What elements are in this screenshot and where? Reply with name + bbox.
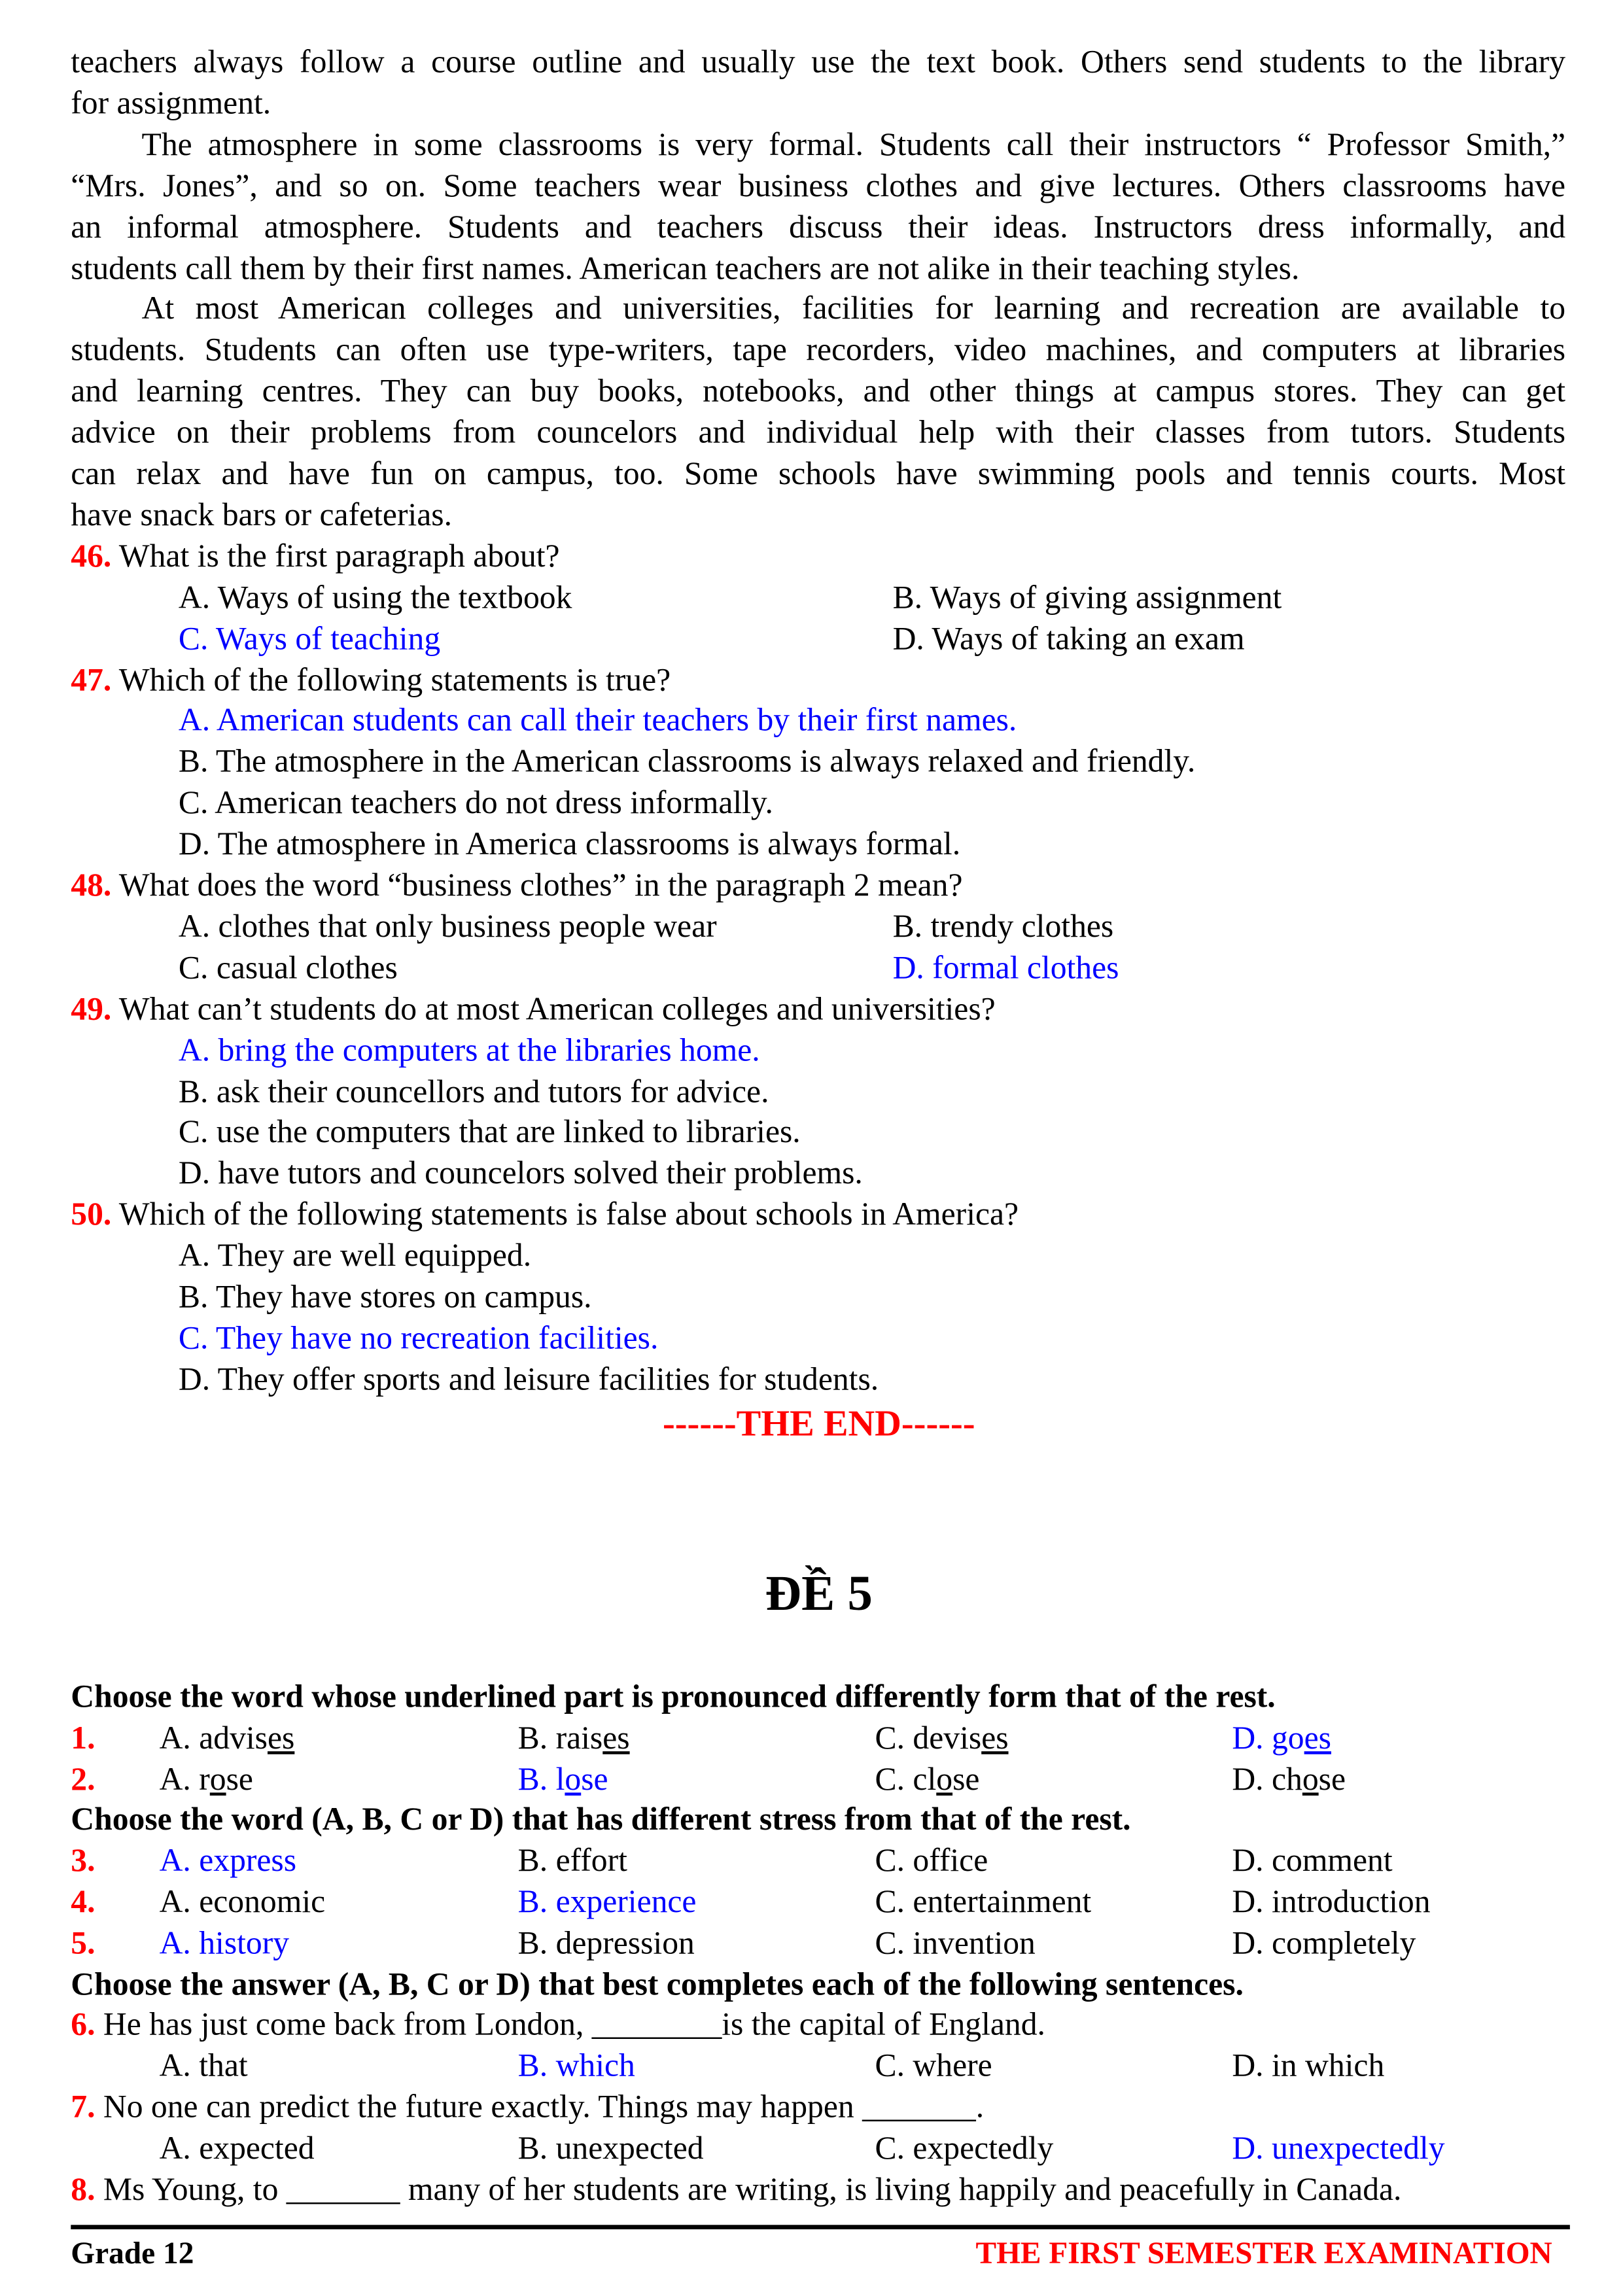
options-row [71,1840,1620,1881]
answer-option[interactable]: C. expectedly [875,2129,1054,2166]
answer-option[interactable]: B. They have stores on campus. [178,1278,592,1315]
question-stem [71,2168,1620,2210]
answer-option[interactable]: A. economic [159,1883,326,1920]
answer-option[interactable]: D. unexpectedly [1232,2129,1445,2166]
question-stem [71,2086,1620,2127]
question-number: 47. [71,660,112,697]
options-row [0,576,1623,617]
options-row [71,2045,1620,2087]
underlined-part: o [565,1759,582,1797]
question-49 [71,988,995,1029]
answer-option[interactable]: C. where [875,2046,992,2084]
answer-option[interactable]: B. raises [517,1718,630,1756]
answer-option[interactable]: C. American teachers do not dress informally. [178,784,773,821]
answer-option[interactable]: A. that [159,2046,248,2084]
options-row [0,947,1623,988]
question-number: 5. [71,1923,96,1961]
options-row [0,617,1623,659]
underlined-part: o [1302,1759,1319,1797]
answer-option[interactable]: B. lose [517,1759,608,1797]
question-number: 2. [71,1759,96,1797]
answer-option[interactable]: A. They are well equipped. [178,1236,532,1274]
answer-option[interactable]: A. American students can call their teachers by their first names. [178,701,1017,739]
answer-option[interactable]: A. rose [159,1759,253,1797]
answer-option[interactable]: A. expected [159,2129,315,2166]
answer-option[interactable]: C. casual clothes [178,948,398,986]
options-row [71,1717,1620,1758]
question-number: 50. [71,1195,112,1232]
answer-option[interactable]: C. use the computers that are linked to libraries. [178,1113,801,1150]
footer-divider [71,2225,1570,2229]
answer-option[interactable]: B. unexpected [517,2129,704,2166]
underlined-part: es [981,1718,1009,1756]
question-number: 3. [71,1841,96,1879]
question-46 [71,535,559,576]
question-stem: Which of the following statements is false about schools in America? [111,1195,1019,1232]
passage-line: for assignment. [71,84,271,121]
question-stem: What does the word “business clothes” in the paragraph 2 mean? [111,865,963,903]
answer-option[interactable]: A. Ways of using the textbook [178,578,572,615]
the-end-marker [0,1404,1623,1446]
question-text: Ms Young, to _______ many of her students are writing, is living happily and peacefully in Canada. [95,2169,1402,2207]
underlined-part: es [1304,1718,1331,1756]
question-number: 8. [71,2169,96,2207]
passage-line: have snack bars or cafeterias. [71,495,453,532]
answer-option[interactable]: D. in which [1232,2046,1385,2084]
answer-option[interactable]: C. close [875,1759,980,1797]
answer-option[interactable]: A. advises [159,1718,295,1756]
answer-option[interactable]: A. clothes that only business people wear [178,907,717,945]
answer-option[interactable]: B. The atmosphere in the American classrooms is always relaxed and friendly. [178,742,1196,780]
passage-line: can relax and have fun on campus, too. Some schools have swimming pools and tennis courts. Most [71,454,1566,492]
passage-line: advice on their problems from councelors and individual help with their classes from tutors. Students [71,413,1566,451]
answer-option[interactable]: A. bring the computers at the libraries home. [178,1030,760,1068]
answer-option[interactable]: D. completely [1232,1923,1416,1961]
answer-option[interactable]: C. They have no recreation facilities. [178,1319,659,1356]
answer-option[interactable]: D. introduction [1232,1883,1431,1920]
answer-option[interactable]: B. effort [517,1841,627,1879]
passage-line: “Mrs. Jones”, and so on. Some teachers wear business clothes and give lectures. Others classrooms have [71,166,1566,203]
options-row [0,906,1623,947]
underlined-part: o [209,1759,226,1797]
question-number: 4. [71,1883,96,1920]
section-instruction: Choose the word (A, B, C or D) that has different stress from that of the rest. [71,1800,1131,1837]
answer-option[interactable]: B. experience [517,1883,697,1920]
answer-option[interactable]: C. invention [875,1923,1036,1961]
answer-option[interactable]: B. depression [517,1923,695,1961]
passage-line: students call them by their first names. American teachers are not alike in their teaching styles. [71,249,1300,286]
answer-option[interactable]: C. devises [875,1718,1009,1756]
question-48 [71,865,962,906]
passage-line: teachers always follow a course outline and usually use the text book. Others send students to the library [71,43,1566,80]
passage-line: At most American colleges and universities, facilities for learning and recreation are available to [141,289,1566,327]
passage-line: an informal atmosphere. Students and teachers discuss their ideas. Instructors dress informally, and [71,207,1566,245]
question-number: 46. [71,536,112,574]
question-number: 49. [71,989,112,1027]
answer-option[interactable]: A. express [159,1841,297,1879]
answer-option[interactable]: D. comment [1232,1841,1393,1879]
options-row [71,1758,1620,1800]
question-stem [71,2004,1620,2045]
answer-option[interactable]: D. goes [1232,1718,1331,1756]
answer-option[interactable]: C. entertainment [875,1883,1092,1920]
answer-option[interactable]: D. They offer sports and leisure facilities for students. [178,1360,879,1397]
question-47 [71,659,671,700]
question-50 [71,1194,1019,1235]
options-row [71,2127,1620,2168]
options-row [71,1881,1620,1922]
answer-option[interactable]: C. Ways of teaching [178,619,441,656]
question-number: 6. [71,2006,96,2043]
underlined-part: es [267,1718,295,1756]
section-instruction: Choose the answer (A, B, C or D) that best completes each of the following sentences. [71,1964,1244,2002]
question-number: 7. [71,2087,96,2125]
answer-option[interactable]: D. Ways of taking an exam [892,619,1245,656]
passage-line: and learning centres. They can buy books, notebooks, and other things at campus stores. They can get [71,372,1566,409]
question-number: 1. [71,1718,96,1756]
the-end-text: ------THE END------ [663,1404,975,1445]
question-stem: What is the first paragraph about? [111,536,560,574]
answer-option[interactable]: C. office [875,1841,988,1879]
answer-option[interactable]: D. The atmosphere in America classrooms is always formal. [178,825,961,862]
question-text: No one can predict the future exactly. Things may happen _______. [95,2087,985,2125]
answer-option[interactable]: B. trendy clothes [892,907,1114,945]
section-instruction: Choose the word whose underlined part is pronounced differently form that of the rest. [71,1677,1276,1714]
underlined-part: o [936,1759,953,1797]
answer-option[interactable]: A. history [159,1923,290,1961]
test-title: ĐỀ 5 [765,1567,873,1622]
answer-option[interactable]: D. have tutors and councelors solved their problems. [178,1154,863,1191]
footer-exam-title: THE FIRST SEMESTER EXAMINATION [975,2235,1552,2271]
answer-option[interactable]: B. Ways of giving assignment [892,578,1282,615]
footer-grade: Grade 12 [71,2235,194,2271]
answer-option[interactable]: B. which [517,2046,635,2084]
question-stem: Which of the following statements is true? [111,660,671,697]
passage-line: students. Students can often use type-writers, tape recorders, video machines, and computers at libraries [71,330,1566,368]
question-stem: What can’t students do at most American colleges and universities? [111,989,996,1027]
answer-option[interactable]: B. ask their councellors and tutors for advice. [178,1071,769,1109]
answer-option[interactable]: D. chose [1232,1759,1346,1797]
passage-line: The atmosphere in some classrooms is very formal. Students call their instructors “ Professor Smith,” [141,125,1566,162]
options-row [71,1922,1620,1963]
question-text: He has just come back from London, ________is the capital of England. [95,2006,1045,2043]
question-number: 48. [71,865,112,903]
answer-option[interactable]: D. formal clothes [892,948,1119,986]
underlined-part: es [602,1718,630,1756]
